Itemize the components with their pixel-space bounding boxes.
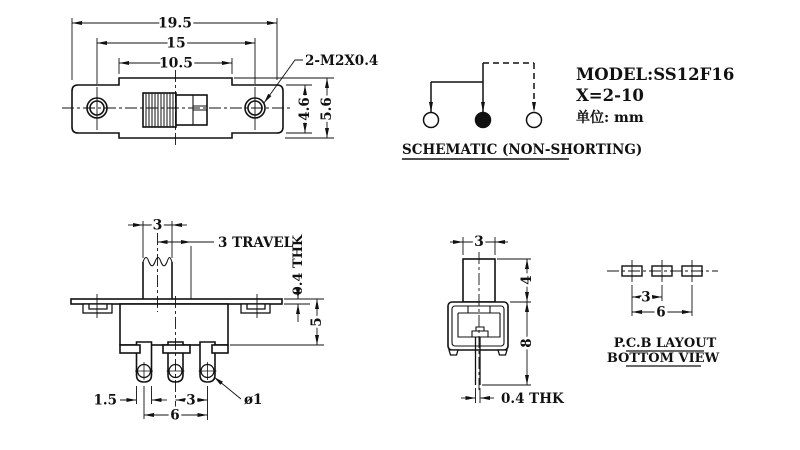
dim-knob-width: 3: [152, 217, 163, 234]
pcb-caption-line2: BOTTOM VIEW: [606, 351, 720, 366]
dim-terminal-pitch: 3: [186, 392, 196, 409]
slider-knob-top: [143, 93, 207, 127]
dim-pcb-span: 6: [656, 304, 666, 321]
dim-height-outer: 5.6: [319, 97, 335, 121]
dim-side-knob-width: 3: [474, 234, 484, 250]
dim-body-width: 10.5: [158, 55, 194, 72]
side-foot-right: [498, 350, 507, 355]
front-terminals: [120, 342, 228, 382]
front-view: [71, 218, 325, 424]
dim-body-height: 5: [309, 317, 325, 327]
model-spec: X=2-10: [576, 86, 644, 105]
dim-terminal-width: 1.5: [93, 392, 117, 409]
dim-flange-thickness: 0.4 THK: [291, 234, 306, 296]
terminal-open-right: [527, 113, 542, 128]
pcb-layout-view: [607, 260, 720, 366]
dim-side-body-height: 8: [519, 338, 535, 348]
top-view: [62, 16, 378, 147]
dim-side-knob-height: 4: [519, 275, 535, 285]
dim-height-inner: 4.6: [297, 97, 313, 121]
dim-travel: 3 TRAVEL: [218, 235, 294, 251]
title-block: [576, 65, 734, 126]
dim-side-pin-thickness: 0.4 THK: [501, 391, 564, 407]
terminal-hole-dia-label: ø1: [244, 392, 263, 408]
side-foot-left: [449, 350, 458, 355]
terminal-common: [476, 113, 491, 128]
model-number: MODEL:SS12F16: [576, 65, 735, 84]
dim-hole-spacing: 15: [166, 35, 186, 52]
dim-terminal-span: 6: [170, 407, 180, 424]
schematic-caption: SCHEMATIC (NON-SHORTING): [402, 142, 643, 158]
dim-pcb-pitch: 3: [641, 289, 651, 306]
pcb-caption-line1: P.C.B LAYOUT: [613, 336, 717, 351]
thread-spec-label: 2-M2X0.4: [305, 53, 379, 69]
unit-label: 单位: mm: [576, 110, 644, 126]
front-body: [120, 304, 228, 345]
terminal-open-left: [424, 113, 439, 128]
side-body-outer: [448, 302, 508, 350]
dim-overall-width: 19.5: [157, 15, 193, 32]
side-view: [448, 234, 565, 407]
